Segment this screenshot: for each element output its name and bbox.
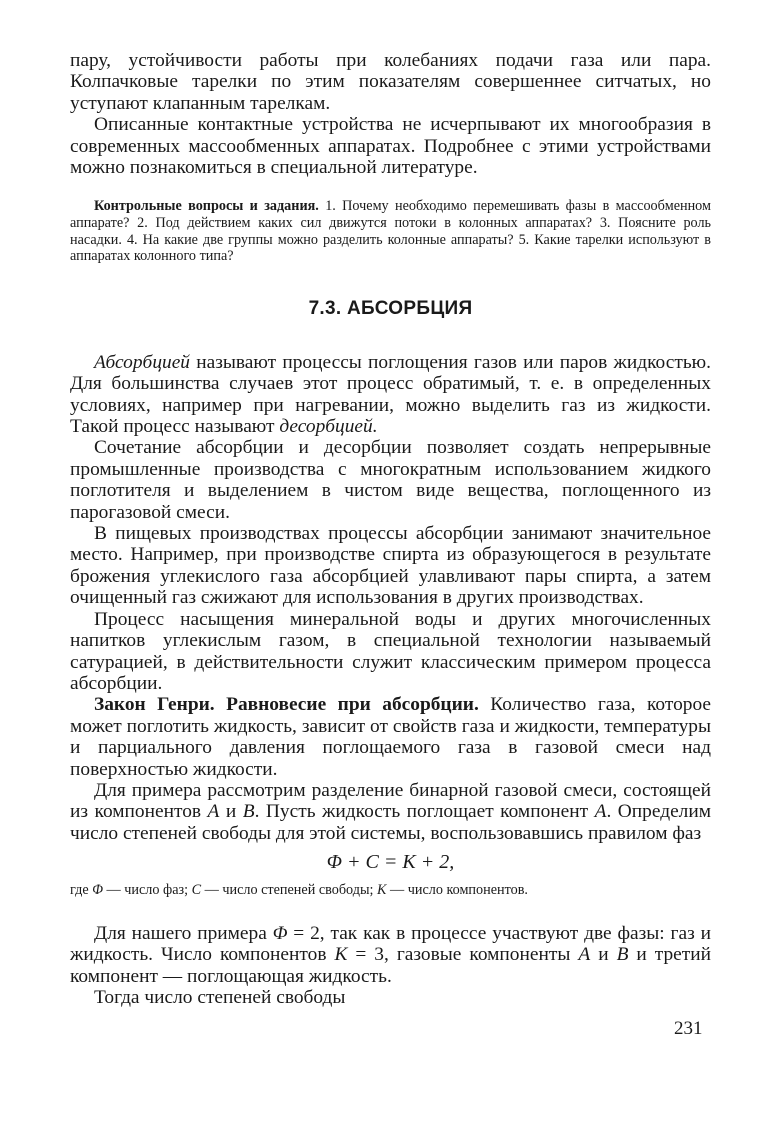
page-number: 231 (674, 1018, 703, 1039)
paragraph-henry (70, 694, 711, 780)
our-a: А (578, 944, 591, 966)
legend-text-4: — число компонентов. (386, 882, 528, 899)
page-body (70, 50, 711, 1008)
legend-text-1: где (70, 882, 93, 899)
our-phi: Φ (272, 922, 288, 944)
paragraph-example (70, 780, 711, 844)
example-text-2: и (219, 801, 243, 823)
control-questions-text: 1. Почему необходимо перемешивать фазы в массообменном аппарате? 2. Под действием каких сил движутся потоки в колонных аппаратах? 3. Поясните роль насадки. 4. На какие две группы можно разделить колонные аппараты? 5. Какие тарелки используют в аппаратах колонного типа? (70, 198, 711, 265)
section-title: 7.3. АБСОРБЦИЯ (308, 297, 473, 319)
legend-c: C (191, 882, 202, 899)
our-text-3: = 3, газовые компоненты (347, 944, 579, 966)
component-a: А (207, 801, 220, 823)
example-text-3: . Пусть жидкость поглощает компонент (254, 801, 595, 823)
henry-law-label: Закон Генри. Равновесие при абсорбции. (94, 694, 479, 716)
our-text-4: и (590, 944, 617, 966)
legend-text-3: — число степеней свободы; (201, 882, 377, 899)
paragraph-continuation: пару, устойчивости работы при колебаниях подачи газа или пара. Колпачковые тарелки по этим показателям совершеннее ситчатых, но уступают клапанным тарелкам. (70, 50, 711, 114)
paragraph-absorption-text: называют процессы поглощения газов или паров жидкостью. Для большинства случаев этот процесс обратимый, т. е. в определенных условиях, например при нагревании, можно выделить газ из жидкости. Такой процесс называют (70, 351, 711, 438)
our-b: В (616, 944, 629, 966)
component-b: В (242, 801, 255, 823)
paragraph-saturation: Процесс насыщения минеральной воды и других многочисленных напитков углекислым газом, в специальной технологии называемый сатурацией, в действительности служит классическим примером процесса абсорбции. (70, 608, 711, 694)
paragraph-combination: Сочетание абсорбции и десорбции позволяет создать непрерывные промышленные производства с многократным использованием жидкого поглотителя и выделением в чистом виде вещества, поглощенного из парогазовой смеси. (70, 437, 711, 523)
legend-k: K (376, 882, 387, 899)
control-questions (70, 198, 711, 264)
our-text-2: = 2, так как в процессе участвуют две фазы: газ и жидкость. Число компонентов (70, 922, 711, 966)
control-questions-label: Контрольные вопросы и задания. (94, 198, 319, 215)
term-desorption: десорбцией. (279, 416, 378, 438)
example-text-1: Для примера рассмотрим разделение бинарной газовой смеси, состоящей из компонентов (70, 779, 711, 823)
phase-rule-formula: Φ + C = K + 2, (326, 851, 455, 874)
paragraph-variety: Описанные контактные устройства не исчерпывают их многообразия в современных массообменных аппаратах. Подробнее с этими устройствами можно познакомиться в специальной литературе. (70, 114, 711, 179)
formula-legend (70, 882, 711, 899)
component-a-2: А (594, 801, 607, 823)
example-text-4: . Определим число степеней свободы для этой системы, воспользовавшись правилом фаз (70, 801, 711, 844)
legend-text-2: — число фаз; (103, 882, 192, 899)
paragraph-food: В пищевых производствах процессы абсорбции занимают значительное место. Например, при производстве спирта из образующегося в результате брожения углекислого газа абсорбцией улавливают пары спирта, а затем очищенный газ сжижают для использования в других производствах. (70, 523, 711, 609)
paragraph-our-example (70, 923, 711, 987)
our-k: K (334, 944, 348, 966)
legend-phi: Φ (92, 882, 103, 899)
paragraph-absorption (70, 352, 711, 438)
paragraph-then: Тогда число степеней свободы (94, 986, 346, 1008)
our-text-1: Для нашего примера (94, 922, 273, 944)
our-text-5: и третий компонент — поглощающая жидкость. (70, 944, 712, 987)
term-absorption: Абсорбцией (94, 351, 191, 373)
henry-law-text: Количество газа, которое может поглотить жидкость, зависит от свойств газа и жидкости, температуры и парциального давления поглощаемого газа в газовой смеси над поверхностью жидкости. (70, 694, 711, 780)
